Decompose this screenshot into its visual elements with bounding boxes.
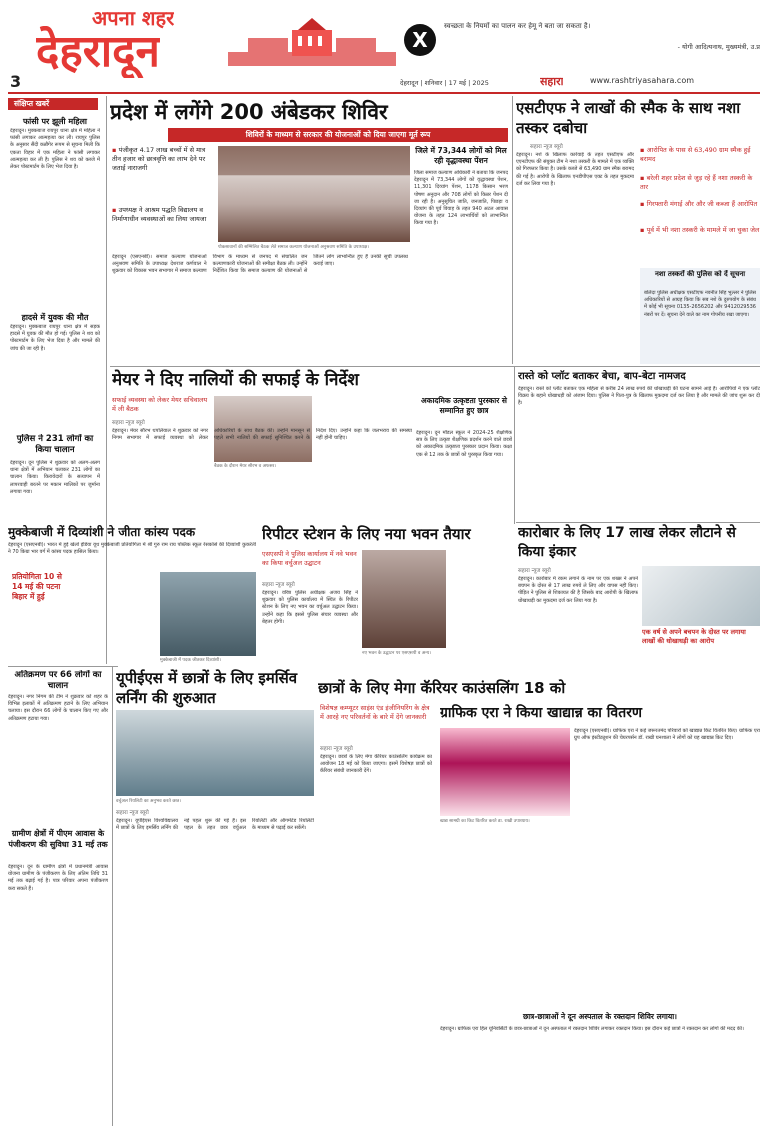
fraud-body: देहरादून। कारोबार में रकम लगाने के नाम पर एक शख्स ने अपने बचपन के दोस्त से 17 लाख रुपये ले लिए और वापस नहीं किए। पीड़ित ने पुलिस से शिकायत की है जिसके बाद आरोपी के खिलाफ धोखाधड़ी का मुकदमा दर्ज कर लिया गया है। [518,576,638,604]
sidebar-item-body: देहरादून। दून पुलिस ने शुक्रवार को अलग-अलग थाना क्षेत्रों में अभियान चलाकर 231 लोगों का चालान किया। किरायेदारों के सत्यापन में लापरवाही बरतने पर मकान मालिकों पर जुर्माना लगाया गया। [10,460,100,495]
award-body: देहरादून। दून मॉडल स्कूल ने 2024-25 शैक्षणिक सत्र के लिए उत्कृष्ट शैक्षणिक प्रदर्शन करने वाले छात्रों को अकादमिक उत्कृष्टता पुरस्कार प्रदान किया। कक्षा एक से 12 तक के छात्रों को पुरस्कृत किया गया। [416,430,512,458]
sidebar-item-title: हादसे में युवक की मौत [21,313,89,322]
sidebar-header: संक्षिप्त खबरें [8,98,98,110]
fraud-headline: कारोबार के लिए 17 लाख लेकर लौटाने से किया इंकार [518,525,736,560]
fraud-byline: सहारा न्यूज ब्यूरो [518,568,551,574]
building-illustration [228,18,396,66]
mayor-caption: बैठक के दौरान मेयर सौरभ व अफसर। [214,464,277,469]
boxing-body: देहरादून (एसएनबी)। भारत में हुई खेलो इंडिया यूथ मुक्केबाजी प्रतियोगिता में श्री गुरु राम राय पब्लिक स्कूल रेसकोर्स की दिव्यांशी कुकरेती ने 70 किग्रा भार वर्ग में कांस्य पदक हासिल किया। [8,542,256,556]
stf-side-points: ▪ आरोपित के पास से 63,490 ग्राम स्मैक हुई बरामद ▪ बरेली शहर प्रदेश से जुड़ रहे हैं नशा तस्करी के तार ▪ गिरफ्तारी मंगाई और और जी कब्जा हैं आरोपित ▪ पूर्व में भी नशा तस्करी के मामले में जा चुका जेल [640,146,760,234]
photo-caption: पोकसावानों की सम्मिलित बैठक लेते समाज कल्याण योजनाओं अनुश्रवण समिति के उपाध्यक्ष। [218,245,369,250]
upes-caption: वर्चुअल रियलिटी का अनुभव करते छात्र। [116,799,181,804]
upes-headline: यूपीईएस में छात्रों के लिए इमर्सिव लर्निंग की शुरुआत [116,669,298,707]
brand-top: अपना शहर [92,6,175,30]
mayor-headline: मेयर ने दिए नालियों की सफाई के निर्देश [112,370,359,390]
fraud-photo [642,566,760,626]
bullet-item: ▪ उपध्यक्ष ने आश्रम पद्धति विद्यालय व निर्माणाधीन व्यवस्थाओं का लिया जायजा [112,206,207,223]
career-byline: सहारा न्यूज ब्यूरो [320,746,353,752]
boxing-photo [160,572,256,656]
pmawas-headline: ग्रामीण क्षेत्रों में पीएम आवास के पंजीकरण की सुविधा 31 मई तक [8,829,108,849]
repeater-byline: सहारा न्यूज ब्यूरो [262,582,295,588]
paper-logo: सहारा [540,75,564,88]
lead-headline: प्रदेश में लगेंगे 200 अंबेडकर शिविर [110,100,388,124]
upes-body: देहरादून। यूपीईएस विश्वविद्यालय में छात्रों के लिए इमर्सिव लर्निंग की नई पहल शुरू की गई है। इस पहल के तहत छात्र वर्चुअल रियलिटी और ऑगमेंटेड रियलिटी के माध्यम से पढ़ाई कर सकेंगे। [116,818,314,832]
meeting-photo [218,146,410,242]
graphic-sub-headline: छात्र-छात्राओं ने दून अस्पताल के रक्तदान शिविर लगाया। [522,1012,677,1021]
brand-main: देहरादून [36,26,160,77]
fraud-box: एक वर्ष से अपने बचपन के दोस्त पर लगाया लाखों की धोखाधड़ी का आरोप [642,628,746,645]
parking-headline: रास्ते को प्लॉट बताकर बेचा, बाप-बेटा नामजद [518,371,686,382]
mayor-byline: सहारा न्यूज ब्यूरो [112,420,145,426]
graphic-body: देहरादून (एसएनबी)। ग्राफिक एरा ने कई जरूरतमंद परिवारों को खाद्यान्न किट वितरित किए। ग्राफिक एरा ग्रुप ऑफ इंस्टीट्यूशन की चेयरपर्सन डॉ. राखी घनशाला ने लोगों को यह खाद्यान्न किट दिए। [574,728,760,742]
pmawas-body: देहरादून। दून के ग्रामीण क्षेत्रों में प्रधानमंत्री आवास योजना ग्रामीण के पंजीकरण के लिए अंतिम तिथि 31 मई तक बढ़ाई गई है। पात्र परिवार अपना पंजीकरण करा सकते हैं। [8,864,108,892]
x-attribution: - योगी आदित्यनाथ, मुख्यमंत्री, उ.प्र [677,43,760,51]
boxing-caption: मुक्केबाजी में पदक जीतकर दिव्यांशी। [160,658,221,663]
bullet-item: ▪ पंजीकृत 4.17 लाख बच्चों में से मात्र तीन हजार को छात्रवृत्ति का लाभ देने पर जताई नाराजगी [112,146,206,172]
repeater-photo [362,550,446,648]
sidebar-item-body: देहरादून। मुक्कबाज रायपुर थाना क्षेत्र में सड़क हादसे में युवक की मौत हो गई। पुलिस ने शव को पोस्टमार्टम के लिए भेज दिया है और मामले की जांच की जा रही है। [10,324,100,352]
boxing-headline: मुक्केबाजी में दिव्यांशी ने जीता कांस्य पदक [8,525,196,539]
career-headline: छात्रों के लिए मेगा कॅरियर काउंसलिंग 18 को [318,679,566,697]
oldage-body: जिला समाज कल्याण अधिकारी ने बताया कि जनपद देहरादून में 73,344 लोगों को वृद्धावस्था पेंशन, 11,301 दिव्यांग पेंशन, 1178 किसान भरण पोषण अनुदान और 708 लोगों को किन्नर पेंशन दी जा रही है। अनुसूचित जाति, जनजाति, पिछड़ा व दिव्यांग की पूर्व विवाह के तहत 940 अटल आवास योजना के तहत 124 लाभार्थियों को लाभान्वित किया गया है। [414,170,508,227]
x-quote: स्वच्छता के नियमों का पालन कर हेमू ने बता जा सकता है। [444,22,591,30]
oldage-headline: जिले में 73,344 लोगों को मिल रही वृद्धावस्था पेंशन [415,146,507,165]
stf-box: नशा तस्करों की पुलिस को दें सूचना बलिदा पुलिस अधीक्षक एसटीएफ नवनीत सिंह भुल्लर ने पुलिस अधिकारियों से आग्रह किया कि सब नशे के दुरुपयोग के संबंध में कोई भी सूचना 0135-2656202 और 9412029536 नंबरों पर दें। सूचना देने वाले का नाम गोपनीय रखा जाएगा। [640,268,760,364]
masthead [0,0,768,92]
sidebar-item-body: देहरादून। मुक्कबाज रायपुर थाना क्षेत्र में महिला ने फांसी लगाकर आत्महत्या कर ली। रायपुर पुलिस के अनुसार सैंदी कन्नौगेर रूपम से सूचना मिली कि एकता विहार में एक महिला ने फांसी लगाकर आत्महत्या कर ली है। पुलिस ने शव को कब्जे में लेकर पोस्टमार्टम के लिए भेज दिया है। [10,128,100,171]
stf-body: देहरादून। नशे के खिलाफ कार्रवाई के तहत एसटीएफ और एएनटीएफ की संयुक्त टीम ने नशा तस्करी के मामले में एक व्यक्ति को गिरफ्तार किया है। उसके कब्जे से 63,490 ग्राम स्मैक बरामद की गई है। आरोपी के खिलाफ एनडीपीएस एक्ट के तहत मुकदमा दर्ज कर लिया गया है। [516,152,634,187]
lead-body: देहरादून (एसएनबी)। समाज कल्याण योजनाओं अनुश्रवण समिति के उपाध्यक्ष देशराज कर्णवाल ने शुक्रवार को विकास भवन सभागार में समाज कल्याण विभाग के माध्यम से जनपद में संचालित जन कल्याणकारी योजनाओं की समीक्षा बैठक ली। उन्होंने निर्देशित किया कि समाज कल्याण की योजनाओं से जितने लोग लाभान्वित हुए हैं उनकी सूची उपलब्ध कराई जाए। [112,254,408,275]
graphic-sub-body: देहरादून। ग्राफिक एरा हिल यूनिवर्सिटी के छात्र-छात्राओं ने दून अस्पताल में रक्तदान शिविर लगाकर रक्तदान किया। इस दौरान कई छात्रों ने रक्तदान कर लोगों की मदद की। [440,1026,744,1032]
upes-byline: सहारा न्यूज ब्यूरो [116,810,149,816]
award-headline: अकादमिक उत्कृष्टता पुरस्कार से सम्मानित हुए छात्र [420,396,507,415]
upes-photo [116,710,314,796]
repeater-body: देहरादून। वरिष्ठ पुलिस अधीक्षक अजय सिंह ने शुक्रवार को पुलिस कार्यालय में स्थित के रिपीटर स्टेशन के लिए नए भवन का वर्चुअल उद्घाटन किया। उन्होंने कहा कि इससे पुलिस संचार व्यवस्था और बेहतर होगी। [262,590,358,625]
graphic-caption: खाद्य सामग्री का किट वितरित करते डा. राखी उपाध्याय। [440,819,530,824]
x-logo-icon: X [404,24,436,56]
paper-url: www.rashtriyasahara.com [590,76,695,85]
challan-headline: अतिक्रमण पर 66 लोगों का चालान [14,670,102,691]
page-number: 3 [10,72,22,91]
lead-banner: शिविरों के माध्यम से सरकार की योजनाओं को दिया जाएगा मूर्त रूप [168,128,508,142]
graphic-headline: ग्राफिक एरा ने किया खाद्यान्न का वितरण [440,705,643,721]
graphic-photo [440,728,570,816]
sidebar-item-title: पुलिस ने 231 लोगों का किया चालान [16,434,94,455]
repeater-caption: नए भवन के उद्घाटन पर एसएसपी व अन्य। [362,651,431,656]
stf-headline: एसटीएफ ने लाखों की स्मैक के साथ नशा तस्कर दबोचा [516,99,741,137]
mayor-kicker: सफाई व्यवस्था को लेकर मेयर सचिवालय में ली बैठक [112,396,208,413]
career-body: देहरादून। छात्रों के लिए मेगा कॅरियर काउंसलिंग कार्यक्रम का आयोजन 18 मई को किया जाएगा। इसमें विशेषज्ञ छात्रों को कॅरियर संबंधी जानकारी देंगे। [320,754,432,775]
lead-bullets [112,146,216,250]
repeater-headline: रिपीटर स्टेशन के लिए नया भवन तैयार [262,525,471,543]
career-kicker: विशेषज्ञ कम्प्यूटर साइंस एंड इंजीनियरिंग के क्षेत्र में आरहे नए परिवर्तनों के बारे में देंगे जानकारी [320,704,430,721]
stf-byline: सहारा न्यूज ब्यूरो [530,144,563,150]
sidebar-item-title: फांसी पर झूली महिला [22,117,88,126]
dateline: देहरादून | शनिवार | 17 मई | 2025 [400,79,489,87]
boxing-pull: प्रतियोगिता 10 से 14 मई की पटना बिहार में हुई [12,572,62,601]
mayor-body: देहरादून। मेयर सौरभ थपलियाल ने शुक्रवार को नगर निगम सभागार में सफाई व्यवस्था को लेकर अधिकारियों के साथ बैठक की। उन्होंने मानसून से पहले सभी नालियों की सफाई सुनिश्चित करने के निर्देश दिए। उन्होंने कहा कि जलभराव की समस्या नहीं होनी चाहिए। [112,428,412,442]
challan-body: देहरादून। नगर निगम की टीम ने शुक्रवार को शहर के विभिन्न इलाकों में अतिक्रमण हटाने के लिए अभियान चलाया। इस दौरान 66 लोगों के चालान किए गए और अतिक्रमण हटाया गया। [8,694,108,722]
repeater-kicker: एसएसपी ने पुलिस कार्यालय में नवे भवन का किया वर्चुअल उद्घाटन [262,550,357,567]
parking-body: देहरादून। रास्ते को प्लॉट बताकर एक महिला से करीब 24 लाख रुपये की धोखाधड़ी की घटना सामने आई है। आरोपियों ने एक प्लॉट विक्रय के बहाने धोखाधड़ी को अंजाम दिया। पुलिस ने पिता-पुत्र के खिलाफ मुकदमा दर्ज कर लिया है और मामले की जांच शुरू कर दी है। [518,386,760,407]
